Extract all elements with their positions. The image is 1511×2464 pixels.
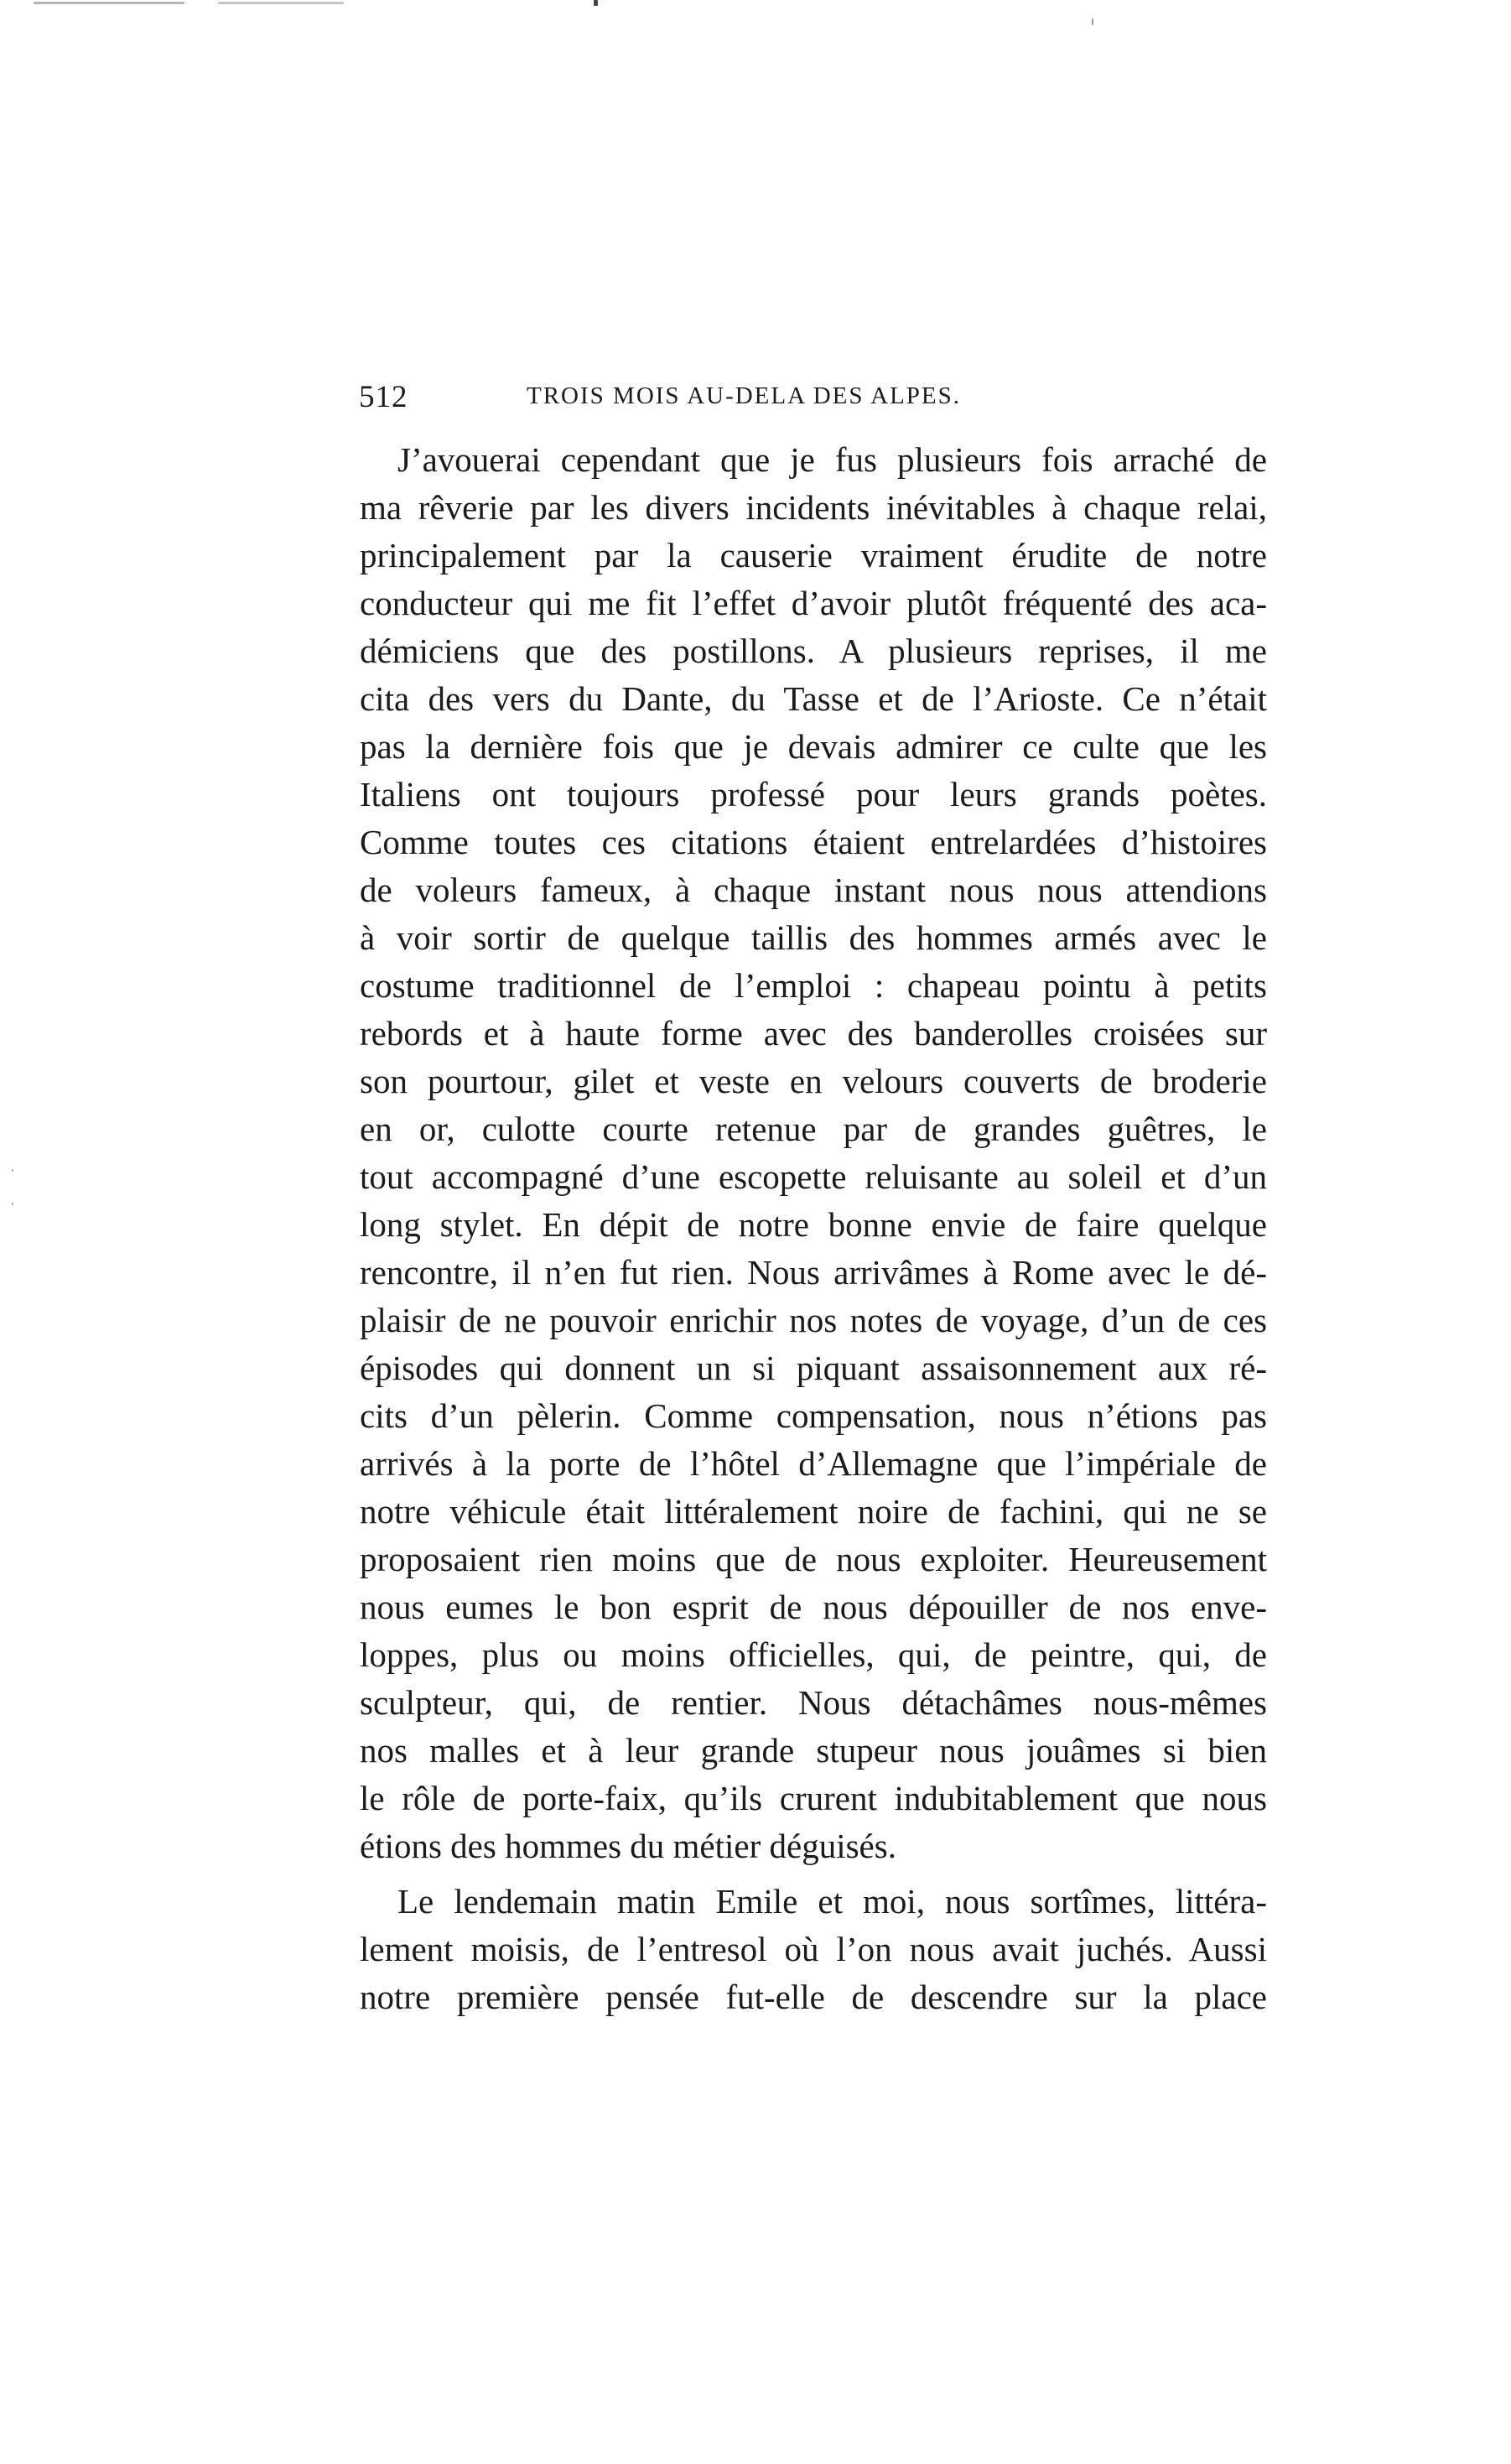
running-title: TROIS MOIS AU-DELA DES ALPES. (527, 382, 962, 409)
text-line: long stylet. En dépit de notre bonne envie de faire quelque (360, 1205, 1267, 1244)
text-line: lement moisis, de l’entresol où l’on nous avait juchés. Aussi (360, 1930, 1267, 1968)
scan-mark (594, 0, 598, 6)
text-line: Le lendemain matin Emile et moi, nous sortîmes, littéra- (397, 1882, 1267, 1921)
text-line: étions des hommes du métier déguisés. (360, 1827, 896, 1865)
text-line: de voleurs fameux, à chaque instant nous nous attendions (360, 871, 1267, 909)
page-number: 512 (359, 380, 408, 414)
text-line: Italiens ont toujours professé pour leurs grands poètes. (360, 775, 1267, 814)
text-line: démiciens que des postillons. A plusieurs reprises, il me (360, 632, 1267, 670)
text-line: cits d’un pèlerin. Comme compensation, nous n’étions pas (360, 1396, 1267, 1435)
text-line: proposaient rien moins que de nous exploiter. Heureusement (360, 1540, 1267, 1578)
text-line: tout accompagné d’une escopette reluisante au soleil et d’un (360, 1157, 1267, 1196)
text-line: épisodes qui donnent un si piquant assaisonnement aux ré- (360, 1349, 1267, 1387)
text-line: notre première pensée fut-elle de descendre sur la place (360, 1978, 1267, 2016)
text-line: à voir sortir de quelque taillis des hommes armés avec le (360, 918, 1267, 957)
text-line: conducteur qui me fit l’effet d’avoir plutôt fréquenté des aca- (360, 584, 1267, 622)
text-line: notre véhicule était littéralement noire de fachini, qui ne se (360, 1492, 1267, 1531)
text-line: pas la dernière fois que je devais admirer ce culte que les (360, 727, 1267, 766)
text-line: le rôle de porte-faix, qu’ils crurent indubitablement que nous (360, 1779, 1267, 1817)
text-line: costume traditionnel de l’emploi : chapeau pointu à petits (360, 966, 1267, 1005)
scan-mark (12, 1169, 13, 1172)
scan-mark (218, 2, 344, 4)
text-line: ma rêverie par les divers incidents inévitables à chaque relai, (360, 488, 1267, 527)
text-line: nos malles et à leur grande stupeur nous jouâmes si bien (360, 1731, 1267, 1770)
text-line: principalement par la causerie vraiment érudite de notre (360, 536, 1267, 574)
text-line: rebords et à haute forme avec des banderolles croisées sur (360, 1014, 1267, 1053)
text-line: rencontre, il n’en fut rien. Nous arrivâmes à Rome avec le dé- (360, 1253, 1267, 1292)
scan-mark (34, 2, 184, 4)
text-line: plaisir de ne pouvoir enrichir nos notes de voyage, d’un de ces (360, 1301, 1267, 1339)
scan-mark (1092, 18, 1093, 25)
text-line: arrivés à la porte de l’hôtel d’Allemagne que l’impériale de (360, 1444, 1267, 1483)
text-line: en or, culotte courte retenue par de grandes guêtres, le (360, 1110, 1267, 1148)
text-line: J’avouerai cependant que je fus plusieurs fois arraché de (397, 440, 1267, 479)
text-line: loppes, plus ou moins officielles, qui, de peintre, qui, de (360, 1635, 1267, 1674)
text-line: Comme toutes ces citations étaient entrelardées d’histoires (360, 823, 1267, 861)
text-line: son pourtour, gilet et veste en velours couverts de broderie (360, 1062, 1267, 1100)
text-line: nous eumes le bon esprit de nous dépouiller de nos enve- (360, 1588, 1267, 1626)
text-line: cita des vers du Dante, du Tasse et de l’Arioste. Ce n’était (360, 679, 1267, 718)
text-line: sculpteur, qui, de rentier. Nous détachâmes nous-mêmes (360, 1683, 1267, 1722)
scan-mark (12, 1203, 13, 1205)
page-header (359, 379, 1055, 421)
